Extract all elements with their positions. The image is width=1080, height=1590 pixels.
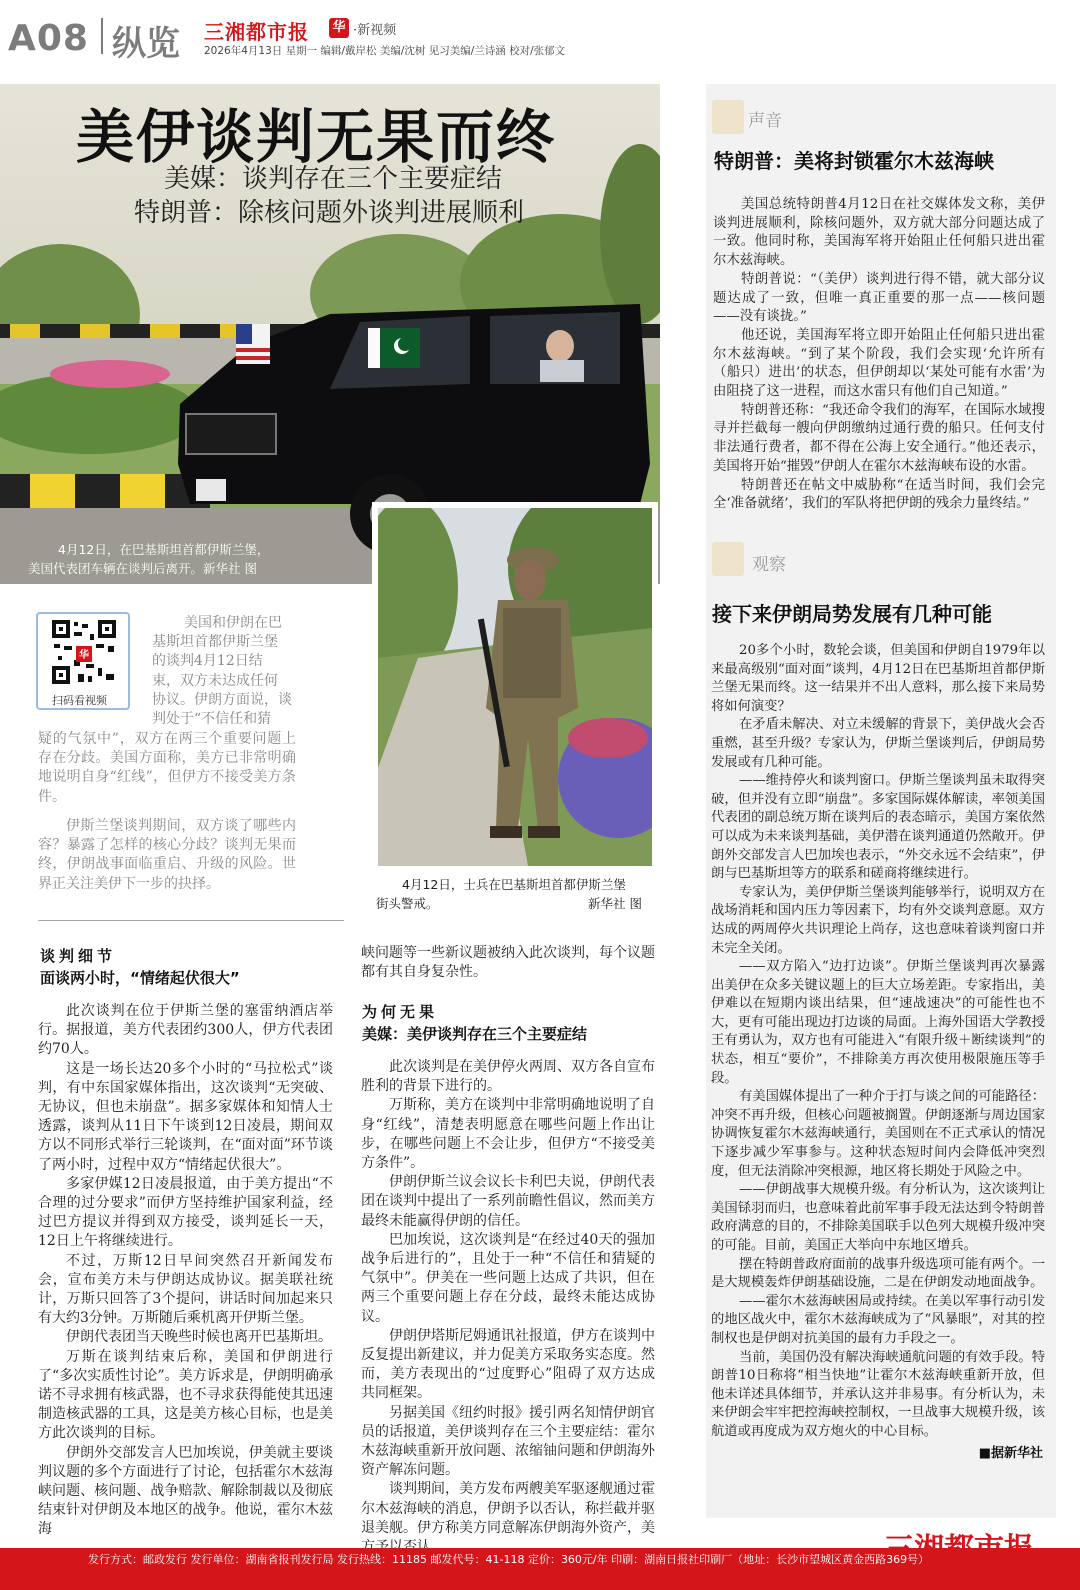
article-paragraph: 万斯在谈判结束后称，美国和伊朗进行了“多次实质性讨论”。美方诉求是，伊朗明确承诺不寻求拥有核武器，也不寻求获得能使其迅速制造核武器的工具，这是美方核心目标，也是美方此次谈判的目标。 xyxy=(38,1348,333,1442)
article-paragraph: 摆在特朗普政府面前的战事升级选项可能有两个。一是大规模轰炸伊朗基础设施，二是在伊朗发动地面战争。 xyxy=(711,1256,1045,1291)
photo2-caption-line1: 4月12日，士兵在巴基斯坦首都伊斯兰堡 xyxy=(402,877,626,892)
article-paragraph: 美国总统特朗普4月12日在社交媒体发文称，美伊谈判进展顺利，除核问题外，双方就大部分问题达成了一致。他同时称，美国海军将开始阻止任何船只进出霍尔木兹海峡。 xyxy=(713,197,1045,269)
article-paragraph: 伊朗伊塔斯尼姆通讯社报道，伊方在谈判中反复提出新建议，并力促美方采取务实态度。然而，美方表现出的“过度野心”阻碍了双方达成共同框架。 xyxy=(361,1327,655,1402)
issue-meta: 2026年4月13日 星期一 编辑/戴岸松 美编/沈树 见习美编/兰诗涵 校对/张郁文 xyxy=(204,45,566,57)
brand-badge-icon: 华 xyxy=(329,18,349,38)
headline: 美伊谈判无果而终 xyxy=(76,103,557,171)
section-name: 纵览 xyxy=(112,24,180,64)
section1-heading: 面谈两小时，“情绪起伏很大” xyxy=(40,969,240,987)
subheadline-2: 特朗普：除核问题外谈判进展顺利 xyxy=(134,198,525,228)
article-paragraph: 伊朗代表团当天晚些时候也离开巴基斯坦。 xyxy=(66,1329,332,1346)
paper-logo: 三湘都市报 xyxy=(204,20,309,44)
article-paragraph: 他还说，美国海军将立即开始阻止任何船只进出霍尔木兹海峡。“到了某个阶段，我们会实现‘允许所有（船只）进出’的状态，但伊朗却以‘某处可能有水雷’为由阻挠了这一进程，而这水雷只有他们自己知道。” xyxy=(713,327,1045,400)
article-paragraph: 此次谈判是在美伊停火两周、双方各自宣布胜利的背景下进行的。 xyxy=(361,1059,655,1095)
subheadline-1: 美媒：谈判存在三个主要症结 xyxy=(164,164,503,194)
page-number: A08 xyxy=(8,18,89,59)
article-paragraph: 谈判期间，美方发布两艘美军驱逐舰通过霍尔木兹海峡的消息，伊朗予以否认，称拦截并驱退美舰。伊方称美方同意解冻伊朗海外资产，美 xyxy=(361,1481,655,1536)
lead-paragraph-rest: 疑的气氛中”，双方在两三个重要问题上存在分歧。美国方面称，美方已非常明确地说明自身“红线”，但伊方不接受美方条件。 xyxy=(38,731,296,805)
right-label-2: 观察 xyxy=(752,555,786,575)
article-paragraph: 当前，美国仍没有解决海峡通航问题的有效手段。特朗普10日称将“相当快地”让霍尔木兹海峡重新开放，但他未详述具体细节，并承认这并非易事。有分析认为，未来伊朗会牢牢把控海峡控制权，一旦战事大规模升级，该航道或再度成为双方炮火的中心目标。 xyxy=(711,1349,1045,1439)
article-paragraph: ——霍尔木兹海峡困局或持续。在美以军事行动引发的地区战火中，霍尔木兹海峡成为了“风暴眼”，对其的控制权也是伊朗对抗美国的最有力手段之一。 xyxy=(711,1293,1045,1346)
lead-line: 束，双方未达成任何 xyxy=(152,672,278,689)
article-paragraph: 特朗普还在帖文中威胁称“在适当时间，我们会完全‘准备就绪’，我们的军队将把伊朗的残余力量终结。” xyxy=(713,477,1045,512)
section1-body xyxy=(38,1002,333,1540)
section2-body xyxy=(361,1058,655,1557)
photo1-caption-line1: 4月12日，在巴基斯坦首都伊斯兰堡， xyxy=(58,542,270,557)
photo2-caption-line2: 街头警戒。 xyxy=(376,896,439,911)
right-heading-2: 接下来伊朗局势发展有几种可能 xyxy=(712,602,992,626)
article-paragraph: ——伊朗战事大规模升级。有分析认为，这次谈判让美国铩羽而归，也意味着此前军事手段无法达到令特朗普政府满意的目的，不排除美国联手以色列大规模升级冲突的可能。目前，美国正大举向中东地区增兵。 xyxy=(711,1182,1045,1253)
article-paragraph: 伊朗伊斯兰议会议长卡利巴夫说，伊朗代表团在谈判中提出了一系列前瞻性倡议，然而美方最终未能赢得伊朗的信任。 xyxy=(361,1174,655,1229)
lead-line: 的谈判4月12日结 xyxy=(152,653,263,670)
article-paragraph: 特朗普还称：“我还命令我们的海军，在国际水域搜寻并拦截每一艘向伊朗缴纳过通行费的船只。任何支付非法通行费者，都不得在公海上安全通行。”他还表示，美国将开始“摧毁”伊朗人在霍尔木兹海峡布设的水雷。 xyxy=(713,402,1045,474)
footer-info: 发行方式：邮政发行 发行单位：湖南省报刊发行局 发行热线：11185 邮发代号：41-118 定价：360元/年 印刷：湖南日报社印刷厂（地址：长沙市望城区黄金西路369号） xyxy=(88,1553,930,1566)
middle-column xyxy=(361,944,655,982)
article-paragraph: 多家伊媒12日凌晨报道，由于美方提出“不合理的过分要求”而伊方坚持维护国家利益，经过巴方提议并得到双方接受，谈判延长一天，12日上午将继续进行。 xyxy=(38,1175,333,1250)
lead-line: 判处于“不信任和猜 xyxy=(152,711,272,727)
article-paragraph: 万斯称，美方在谈判中非常明确地说明了自身“红线”，清楚表明愿意在哪些问题上作出让步，在哪些问题上不会让步，但伊方“不接受美方条件”。 xyxy=(361,1097,655,1172)
lead-paragraph-2: 伊斯兰堡谈判期间，双方谈了哪些内容？暴露了怎样的核心分歧？谈判无果而终，伊朗战事面临重启、升级的风险。世界正关注美伊下一步的抉择。 xyxy=(38,818,296,892)
right-heading-1: 特朗普：美将封锁霍尔木兹海峡 xyxy=(714,149,994,173)
label-deco-icon xyxy=(712,542,744,576)
soldier-photo xyxy=(372,502,658,872)
source-signature: ■据新华社 xyxy=(978,1445,1043,1461)
section-divider xyxy=(38,920,344,921)
right-body-2 xyxy=(711,642,1045,1461)
section1-label: 谈判细节 xyxy=(40,947,117,965)
qr-label: 扫码看视频 xyxy=(52,694,107,707)
header-divider xyxy=(101,18,103,54)
article-paragraph: 专家认为，美伊伊斯兰堡谈判能够举行，说明双方在战场消耗和国内压力等因素下，均有外交谈判意愿。双方达成的两周停火共识理论上尚存，这也意味着谈判窗口并未完全关闭。 xyxy=(711,884,1045,956)
right-body-1 xyxy=(713,196,1045,514)
article-paragraph: ——维持停火和谈判窗口。伊斯兰堡谈判虽未取得突破，但并没有立即“崩盘”。多家国际媒体解读，率领美国代表团的副总统万斯在谈判后的表态暗示，美国方案依然可以成为未来谈判基础，美伊潜在谈判通道仍然敞开。伊朗外交部发言人巴加埃也表示，“外交永远不会结束”，伊朗与巴基斯坦等方的联系和磋商将继续进行。 xyxy=(711,773,1045,882)
photo1-caption-line2: 美国代表团车辆在谈判后离开。新华社 图 xyxy=(28,561,257,576)
article-paragraph: 巴加埃说，这次谈判是“在经过40天的强加战争后进行的”，且处于一种“不信任和猜疑的气氛中”。伊美在一些问题上达成了共识，但在两三个重要问题上存在分歧，最终未能达成协议。 xyxy=(361,1231,655,1325)
article-paragraph: 伊朗外交部发言人巴加埃说，伊美就主要谈判议题的多个方面进行了讨论，包括霍尔木兹海峡问题、核问题、战争赔款、解除制裁以及彻底结束针对伊朗及本地区的战争。他说，霍尔木兹海 xyxy=(38,1444,333,1538)
qr-code-icon xyxy=(38,616,128,694)
article-paragraph: 此次谈判在位于伊斯兰堡的塞雷纳酒店举行。据报道，美方代表团约300人，伊方代表团约70人。 xyxy=(38,1003,333,1058)
lead-line: 协议。伊朗方面说，谈 xyxy=(152,691,292,708)
article-paragraph: 20多个小时，数轮会谈，但美国和伊朗自1979年以来最高级别“面对面”谈判，4月12日在巴基斯坦首都伊斯兰堡无果而终。这一结果并不出人意料，那么接下来局势将如何演变？ xyxy=(711,643,1045,714)
label-deco-icon xyxy=(712,100,744,134)
lead-column-wrap xyxy=(152,614,296,710)
article-paragraph-continued: 峡问题等一些新议题被纳入此次谈判，每个议题都有其自身复杂性。 xyxy=(361,945,655,981)
article-paragraph: 这是一场长达20多个小时的“马拉松式”谈判，有中东国家媒体指出，这次谈判“无突破、无协议，但也未崩盘”。据多家媒体和知情人士透露，谈判从11日下午谈到12日凌晨，期间双方以不同形式举行三轮谈判，在“面对面”环节谈了两小时，过程中双方“情绪起伏很大”。 xyxy=(38,1060,333,1173)
lead-line: 基斯坦首都伊斯兰堡 xyxy=(152,634,278,651)
article-paragraph: ——双方陷入“边打边谈”。伊斯兰堡谈判再次暴露出美伊在众多关键议题上的巨大立场差距。专家指出，美伊难以在短期内谈出结果，但“速战速决”的可能性也不大，更有可能出现边打边谈的局面。上海外国语大学教授王有勇认为，双方也有可能进入“有限升级＋断续谈判”的状态，相互“要价”，不排除美方再次使用极限施压等手段。 xyxy=(711,959,1045,1086)
qr-center-badge: 华 xyxy=(79,650,89,661)
soldier-photo-illustration xyxy=(378,508,652,866)
article-paragraph: 不过，万斯12日早间突然召开新闻发布会，宣布美方未与伊朗达成协议。据美联社统计，万斯只回答了3个提问，讲话时间加起来只有大约3分钟。万斯随后乘机离开伊斯兰堡。 xyxy=(38,1252,333,1327)
article-paragraph: 特朗普说：“（美伊）谈判进行得不错，就大部分议题达成了一致，但唯一真正重要的那一点——核问题——没有谈拢。” xyxy=(713,271,1045,325)
article-paragraph: 在矛盾未解决、对立未缓解的背景下，美伊战火会否重燃，甚至升级？专家认为，伊斯兰堡谈判后，伊朗局势发展或有几种可能。 xyxy=(711,717,1045,770)
article-paragraph: 另据美国《纽约时报》援引两名知情伊朗官员的话报道，美伊谈判存在三个主要症结：霍尔木兹海峡重新开放问题、浓缩铀问题和伊朗海外资产解冻问题。 xyxy=(361,1404,655,1479)
article-paragraph: 有美国媒体提出了一种介于打与谈之间的可能路径：冲突不再升级，但核心问题被搁置。伊朗逐渐与周边国家协调恢复霍尔木兹海峡通行，美国则在不正式承认的情况下逐步减少军事参与。这种状态短时间内会降低冲突烈度，但无法消除冲突根源，地区将长期处于风险之中。 xyxy=(711,1089,1045,1179)
photo2-credit: 新华社 图 xyxy=(588,896,642,911)
section2-label: 为何无果 xyxy=(362,1003,439,1021)
right-label-1: 声音 xyxy=(748,111,782,131)
section2-heading: 美媒：美伊谈判存在三个主要症结 xyxy=(362,1025,588,1043)
lead-line: 美国和伊朗在巴 xyxy=(184,615,282,631)
brand-tag: ·新视频 xyxy=(353,23,397,38)
